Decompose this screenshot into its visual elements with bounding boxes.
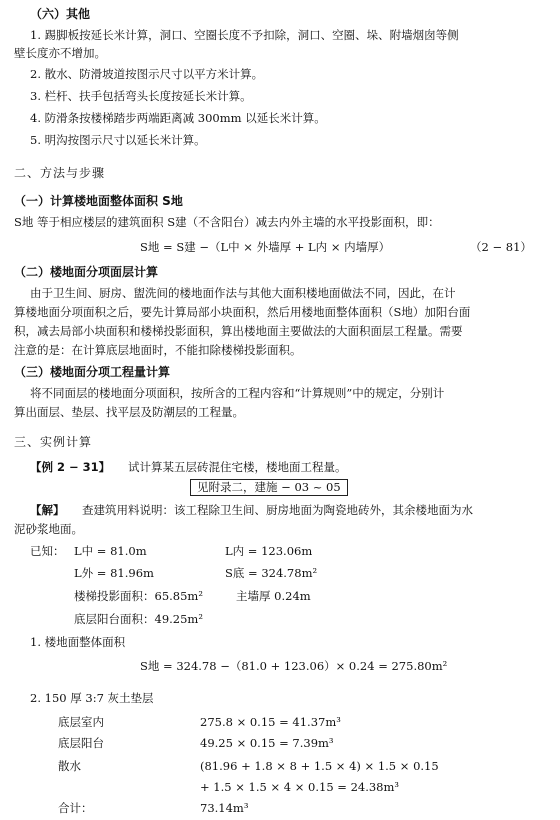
row-value: 49.25 × 0.15 = 7.39m³ [200,736,334,750]
example-text: 试计算某五层砖混住宅楼，楼地面工程量。 [128,460,347,474]
paragraph-line: 算楼地面分项面积之后，要先计算局部小块面积，然后用楼地面整体面积（S地）加阳台面 [14,305,471,319]
known-value: 底层阳台面积：49.25m² [74,612,203,626]
list-item: 4. 防滑条按楼梯踏步两端距离减 300mm 以延长米计算。 [30,111,326,125]
row-value: + 1.5 × 1.5 × 4 × 0.15 = 24.38m³ [200,780,400,794]
row-label: 底层室内 [58,715,104,729]
section-title-example: 三、实例计算 [14,435,93,449]
known-value: L内 = 123.06m [225,544,313,558]
known-value: 主墙厚 0.24m [236,589,311,603]
total-label: 合计： [58,801,93,815]
known-value: L外 = 81.96m [74,566,154,580]
section-title-methods: 二、方法与步骤 [14,166,106,180]
solution-label: 【解】 [30,503,65,517]
paragraph-line: 将不同面层的楼地面分项面积，按所含的工程内容和“计算规则”中的规定，分别计 [30,386,445,400]
row-label: 底层阳台 [58,736,104,750]
reference-box [190,479,348,496]
section-heading-other: （六）其他 [30,7,91,21]
step-heading: 1. 楼地面整体面积 [30,635,126,649]
known-label: 已知： [30,544,65,558]
total-value: 73.14m³ [200,801,249,815]
paragraph-line: 查建筑用料说明：该工程除卫生间、厨房地面为陶瓷地砖外，其余楼地面为水 [82,503,473,517]
known-value: L中 = 81.0m [74,544,147,558]
subsection-heading: （三）楼地面分项工程量计算 [14,365,171,379]
paragraph-line: 算出面层、垫层、找平层及防潮层的工程量。 [14,405,244,419]
list-item: 5. 明沟按图示尺寸以延长米计算。 [30,133,206,147]
known-value: S底 = 324.78m² [225,566,318,580]
calculation: S地 = 324.78 −（81.0 + 123.06）× 0.24 = 275.80m² [140,659,448,673]
paragraph-line: 壁长度亦不增加。 [14,46,106,60]
subsection-heading: （二）楼地面分项面层计算 [14,265,159,279]
row-value: (81.96 + 1.8 × 8 + 1.5 × 4) × 1.5 × 0.15 [200,759,439,773]
step-heading: 2. 150 厚 3:7 灰土垫层 [30,691,154,705]
paragraph-line: 积，减去局部小块面积和楼梯投影面积，算出楼地面主要做法的大面积面层工程量。需要 [14,324,463,338]
subsection-heading: （一）计算楼地面整体面积 S地 [14,194,183,208]
example-label: 【例 2 − 31】 [30,460,111,474]
paragraph-line: S地 等于相应楼层的建筑面积 S建（不含阳台）减去内外主墙的水平投影面积，即： [14,215,440,229]
row-value: 275.8 × 0.15 = 41.37m³ [200,715,341,729]
paragraph-line: 1. 踢脚板按延长米计算，洞口、空圈长度不予扣除，洞口、空圈、垛、附墙烟囱等侧 [30,28,459,42]
list-item: 3. 栏杆、扶手包括弯头长度按延长米计算。 [30,89,252,103]
reference-text: 见附录二，建施 − 03 ~ 05 [190,479,348,496]
paragraph-line: 由于卫生间、厨房、盥洗间的楼地面作法与其他大面积楼地面做法不同，因此，在计 [30,286,456,300]
formula-number: （2 − 81） [470,240,532,254]
list-item: 2. 散水、防滑坡道按图示尺寸以平方米计算。 [30,67,264,81]
paragraph-line: 泥砂浆地面。 [14,522,83,536]
row-label: 散水 [58,759,81,773]
paragraph-line: 注意的是：在计算底层地面时，不能扣除楼梯投影面积。 [14,343,302,357]
formula: S地 = S建 −（L中 × 外墙厚 + L内 × 内墙厚） [140,240,391,254]
known-value: 楼梯投影面积：65.85m² [74,589,203,603]
